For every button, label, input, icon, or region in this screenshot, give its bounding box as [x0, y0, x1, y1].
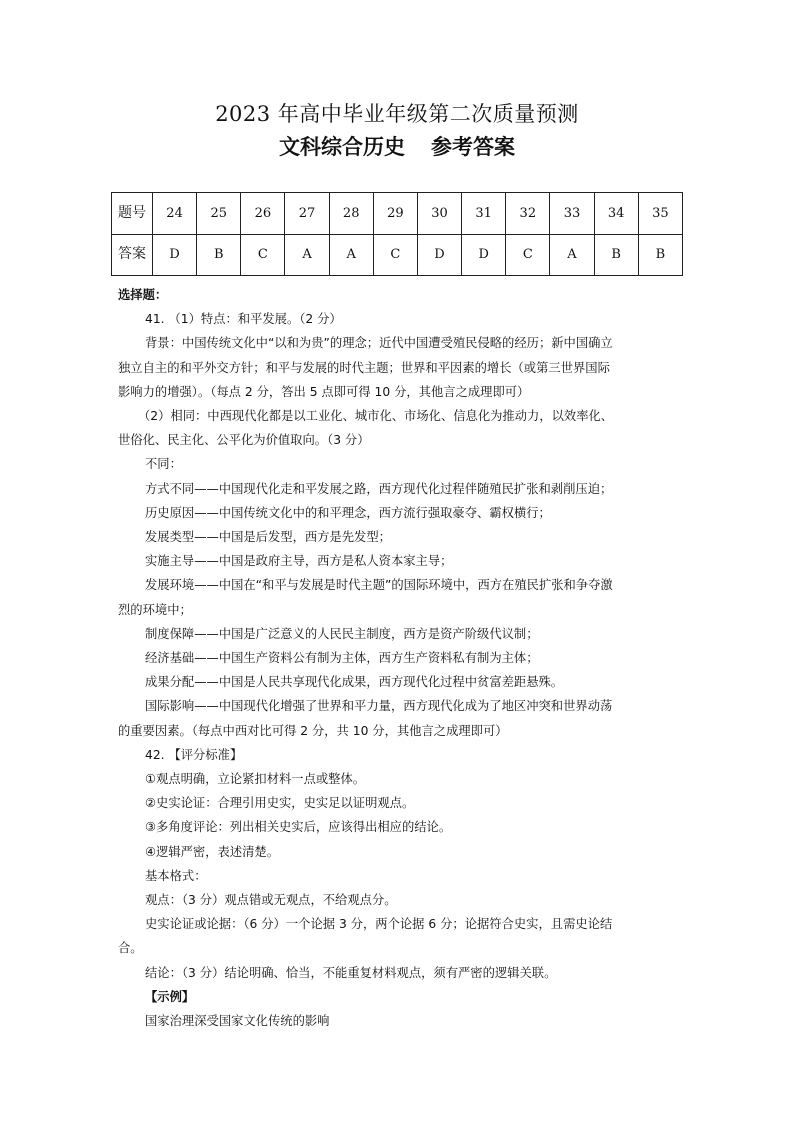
q41-background-line: 影响力的增强）。（每点 2 分，答出 5 点即可得 10 分，其他言之成理即可） [118, 384, 530, 399]
document-title: 2023 年高中毕业年级第二次质量预测 [215, 102, 579, 126]
question-number-cell: 34 [594, 193, 638, 235]
answer-cell: B [594, 234, 638, 276]
q41-heading: 41. （1）特点：和平发展。（2 分） [145, 312, 342, 327]
difference-item-continued: 烈的环境中； [118, 602, 192, 617]
answer-cell: A [285, 234, 329, 276]
answer-header: 答案 [112, 234, 153, 276]
question-number-row [112, 193, 683, 235]
difference-item: 国际影响——中国现代化增强了世界和平力量，西方现代化成为了地区冲突和世界动荡 [145, 699, 613, 714]
question-number-cell: 28 [329, 193, 373, 235]
difference-item: 发展环境——中国在“和平与发展是时代主题”的国际环境中，西方在殖民扩张和争夺激 [145, 578, 613, 593]
answer-cell: D [417, 234, 461, 276]
answer-cell: A [329, 234, 373, 276]
answer-row [112, 234, 683, 276]
answer-cell: D [462, 234, 506, 276]
choice-heading: 选择题： [118, 288, 168, 302]
answer-cell: C [373, 234, 417, 276]
format-item: 史实论证或论据：（6 分）一个论据 3 分，两个论据 6 分；论据符合史实，且需史论结 [145, 917, 613, 932]
difference-item: 历史原因——中国传统文化中的和平理念，西方流行强取豪夺、霸权横行； [145, 505, 551, 520]
format-item-continued: 合。 [118, 941, 143, 956]
difference-item-continued: 的重要因素。（每点中西对比可得 2 分，共 10 分，其他言之成理即可） [118, 723, 508, 738]
question-number-cell: 27 [285, 193, 329, 235]
answer-table [111, 192, 683, 276]
difference-item: 方式不同——中国现代化走和平发展之路，西方现代化过程伴随殖民扩张和剥削压迫； [145, 481, 613, 496]
question-number-cell: 24 [153, 193, 197, 235]
q41-part2-line: （2）相同：中西现代化都是以工业化、城市化、市场化、信息化为推动力，以效率化、 [138, 409, 614, 424]
difference-item: 制度保障——中国是广泛意义的人民民主制度，西方是资产阶级代议制； [145, 626, 539, 641]
difference-item: 发展类型——中国是后发型，西方是先发型； [145, 530, 391, 545]
example-heading: 【示例】 [145, 989, 195, 1004]
difference-item: 成果分配——中国是人民共享现代化成果，西方现代化过程中贫富差距悬殊。 [145, 675, 564, 690]
answer-cell: D [153, 234, 197, 276]
question-number-cell: 31 [462, 193, 506, 235]
format-heading: 基本格式： [145, 868, 207, 883]
answer-cell: C [241, 234, 285, 276]
answer-key-label: 参考答案 [431, 135, 515, 159]
question-number-cell: 29 [373, 193, 417, 235]
format-item: 结论：（3 分）结论明确、恰当，不能重复材料观点，须有严密的逻辑关联。 [145, 965, 557, 980]
q42-heading: 42. 【评分标准】 [145, 747, 243, 762]
difference-item: 实施主导——中国是政府主导，西方是私人资本家主导； [145, 554, 453, 569]
question-number-cell: 25 [197, 193, 241, 235]
subject-title: 文科综合历史 [279, 135, 405, 159]
scoring-standard-item: ③多角度评论：列出相关史实后，应该得出相应的结论。 [145, 820, 452, 835]
q41-background-line: 背景：中国传统文化中“以和为贵”的理念；近代中国遭受殖民侵略的经历；新中国确立 [145, 336, 613, 351]
difference-heading: 不同： [145, 457, 182, 472]
question-number-cell: 30 [417, 193, 461, 235]
scoring-standard-item: ④逻辑严密，表述清楚。 [145, 844, 279, 859]
scoring-standard-item: ②史实论证：合理引用史实，史实足以证明观点。 [145, 796, 415, 811]
answer-cell: A [550, 234, 594, 276]
question-number-cell: 33 [550, 193, 594, 235]
scoring-standard-item: ①观点明确，立论紧扣材料一点或整体。 [145, 772, 366, 787]
answer-cell: C [506, 234, 550, 276]
answer-cell: B [197, 234, 241, 276]
q41-background-line: 独立自主的和平外交方针；和平与发展的时代主题；世界和平因素的增长（或第三世界国际 [118, 360, 610, 375]
question-number-cell: 32 [506, 193, 550, 235]
q41-part2-line: 世俗化、民主化、公平化为价值取向。（3 分） [118, 433, 370, 448]
question-number-header: 题号 [112, 193, 153, 235]
answer-content [118, 283, 686, 1033]
question-number-cell: 26 [241, 193, 285, 235]
difference-item: 经济基础——中国生产资料公有制为主体，西方生产资料私有制为主体； [145, 651, 539, 666]
format-item: 观点：（3 分）观点错或无观点，不给观点分。 [145, 893, 397, 908]
answer-cell: B [638, 234, 682, 276]
question-number-cell: 35 [638, 193, 682, 235]
example-line: 国家治理深受国家文化传统的影响 [145, 1014, 330, 1029]
document-subtitle [0, 131, 794, 161]
